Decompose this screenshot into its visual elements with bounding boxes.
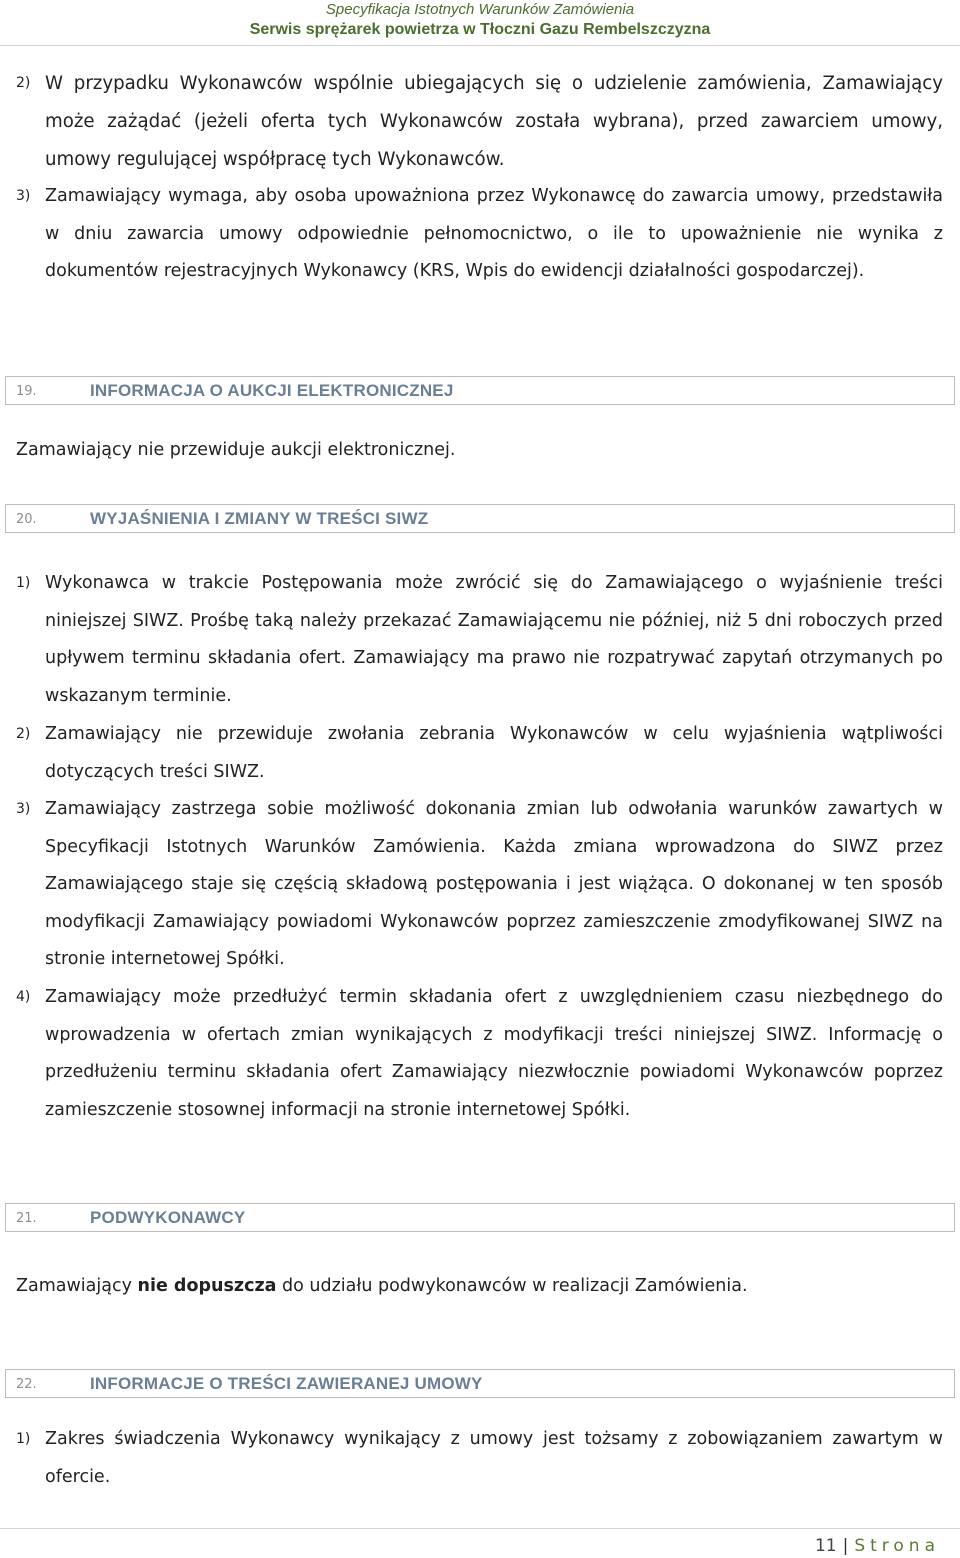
document-title: Specyfikacja Istotnych Warunków Zamówienia (325, 1, 635, 18)
text-part: Zamawiający (16, 1276, 138, 1296)
list-number: 2) (16, 75, 31, 91)
section-heading-22 (5, 1369, 955, 1398)
page-label: Strona (854, 1536, 940, 1556)
page-number: 11 (814, 1536, 837, 1556)
section-number: 22. (16, 1377, 37, 1392)
text-part: do udziału podwykonawców w realizacji Zamówienia. (276, 1276, 748, 1296)
page-footer (815, 1536, 940, 1556)
header-divider (0, 45, 960, 46)
list-number: 3) (16, 801, 31, 817)
list-number: 4) (16, 989, 31, 1005)
page-header (0, 0, 960, 44)
list-number: 1) (16, 575, 31, 591)
paragraph-joint-bidders: W przypadku Wykonawców wspólnie ubiegających się o udzielenie zamówienia, Zamawiający może zażądać (jeżeli oferta tych Wykonawców została wybrana), przed zawarciem umowy, umowy regulującej współpracę tych Wykonawców. (45, 73, 943, 170)
section-number: 21. (16, 1211, 37, 1226)
section-21-text (16, 1268, 943, 1306)
section-title: INFORMACJA O AUKCJI ELEKTRONICZNEJ (90, 381, 454, 400)
list-number: 3) (16, 188, 31, 204)
document-subtitle: Serwis sprężarek powietrza w Tłoczni Gazu Rembelszczyzna (249, 21, 711, 38)
list-number: 2) (16, 726, 31, 742)
section-title: PODWYKONAWCY (90, 1208, 246, 1227)
section-heading-19 (5, 376, 955, 405)
list-item: Zamawiający może przedłużyć termin składania ofert z uwzględnieniem czasu niezbędnego do wprowadzenia w ofertach zmian wynikających z modyfikacji treści niniejszej SIWZ. Informację o przedłużeniu terminu składania ofert Zamawiający niezwłocznie powiadomi Wykonawców poprzez zamieszczenie stosownej informacji na stronie internetowej Spółki. (45, 987, 943, 1120)
text-emphasis: nie dopuszcza (137, 1276, 277, 1296)
list-item: Zamawiający nie przewiduje zwołania zebrania Wykonawców w celu wyjaśnienia wątpliwości dotyczących treści SIWZ. (45, 724, 943, 782)
section-heading-21 (5, 1203, 955, 1232)
list-number: 1) (16, 1431, 31, 1447)
section-number: 19. (16, 384, 37, 399)
section-title: INFORMACJE O TREŚCI ZAWIERANEJ UMOWY (90, 1374, 483, 1393)
section-number: 20. (16, 512, 37, 527)
footer-separator: | (842, 1536, 849, 1556)
section-title: WYJAŚNIENIA I ZMIANY W TREŚCI SIWZ (90, 509, 429, 528)
section-heading-20 (5, 504, 955, 533)
paragraph-authorization: Zamawiający wymaga, aby osoba upoważniona przez Wykonawcę do zawarcia umowy, przedstawiła w dniu zawarcia umowy odpowiednie pełnomocnictwo, o ile to upoważnienie nie wynika z dokumentów rejestracyjnych Wykonawcy (KRS, Wpis do ewidencji działalności gospodarczej). (45, 186, 943, 282)
footer-divider (0, 1528, 960, 1529)
list-item: Zamawiający zastrzega sobie możliwość dokonania zmian lub odwołania warunków zawartych w Specyfikacji Istotnych Warunków Zamówienia. Każda zmiana wprowadzona do SIWZ przez Zamawiającego staje się częścią składową postępowania i jest wiążąca. O dokonanej w ten sposób modyfikacji Zamawiający powiadomi Wykonawców poprzez zamieszczenie zmodyfikowanej SIWZ na stronie internetowej Spółki. (45, 799, 943, 970)
list-item: Zakres świadczenia Wykonawcy wynikający z umowy jest tożsamy z zobowiązaniem zawartym w ofercie. (45, 1429, 943, 1487)
section-19-text: Zamawiający nie przewiduje aukcji elektronicznej. (16, 440, 456, 460)
list-item: Wykonawca w trakcie Postępowania może zwrócić się do Zamawiającego o wyjaśnienie treści niniejszej SIWZ. Prośbę taką należy przekazać Zamawiającemu nie później, niż 5 dni roboczych przed upływem terminu składania ofert. Zamawiający ma prawo nie rozpatrywać zapytań otrzymanych po wskazanym terminie. (45, 573, 943, 706)
